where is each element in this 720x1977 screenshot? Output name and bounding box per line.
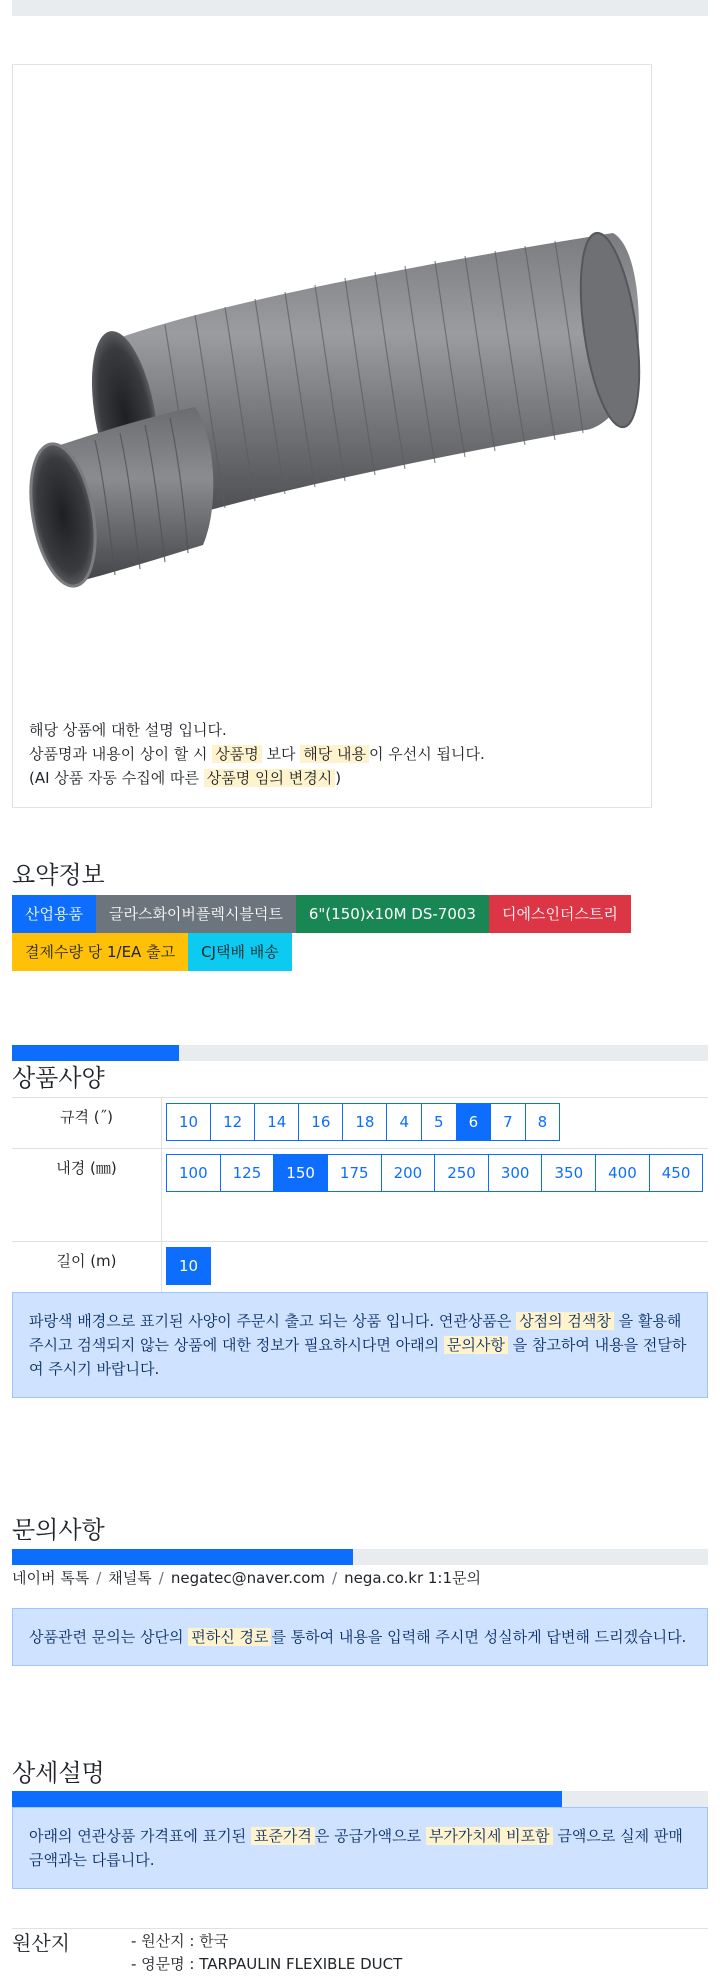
contact-links: 네이버 톡톡 / 채널톡 / negatec@naver.com / nega.co.kr 1:1문의 xyxy=(12,1569,481,1587)
option-diameter-100[interactable]: 100 xyxy=(166,1154,221,1192)
option-diameter-200[interactable]: 200 xyxy=(381,1154,436,1192)
description-line-1: 해당 상품에 대한 설명 입니다. xyxy=(29,721,227,739)
option-size-18[interactable]: 18 xyxy=(342,1103,387,1141)
spec-table xyxy=(12,1097,708,1293)
option-diameter-150-selected[interactable]: 150 xyxy=(273,1154,328,1192)
spec-title: 상품사양 xyxy=(12,1064,105,1092)
product-image xyxy=(25,215,641,595)
inquiry-title: 문의사항 xyxy=(12,1516,105,1544)
option-diameter-450[interactable]: 450 xyxy=(649,1154,704,1192)
top-progress-strip xyxy=(12,0,708,16)
contact-email[interactable]: negatec@naver.com xyxy=(170,1569,326,1587)
origin-divider xyxy=(12,1928,708,1929)
option-size-5[interactable]: 5 xyxy=(421,1103,457,1141)
origin-country: - 원산지 : 한국 xyxy=(131,1932,229,1950)
spec-options-length xyxy=(162,1242,708,1292)
highlight-vat-excluded: 부가가치세 비포함 xyxy=(426,1827,553,1845)
option-size-14[interactable]: 14 xyxy=(254,1103,299,1141)
option-diameter-400[interactable]: 400 xyxy=(595,1154,650,1192)
spec-row-inner-diameter xyxy=(12,1149,708,1242)
highlight-standard-price: 표준가격 xyxy=(251,1827,315,1845)
contact-website-inquiry[interactable]: nega.co.kr 1:1문의 xyxy=(344,1569,481,1587)
summary-badges xyxy=(12,895,712,971)
highlight-product-name: 상품명 xyxy=(212,745,261,763)
option-size-6-selected[interactable]: 6 xyxy=(456,1103,492,1141)
badge-model: 6"(150)x10M DS-7003 xyxy=(296,895,489,933)
spec-row-length xyxy=(12,1242,708,1293)
product-description xyxy=(29,718,485,790)
origin-title: 원산지 xyxy=(12,1931,70,1955)
option-diameter-300[interactable]: 300 xyxy=(488,1154,543,1192)
summary-title: 요약정보 xyxy=(12,861,105,889)
detail-notice: 아래의 연관상품 가격표에 표기된 표준가격 은 공급가액으로 부가가치세 비포함 금액으로 실제 판매금액과는 다릅니다. xyxy=(12,1807,708,1889)
option-length-10-selected[interactable]: 10 xyxy=(166,1247,211,1285)
option-size-12[interactable]: 12 xyxy=(210,1103,255,1141)
detail-title: 상세설명 xyxy=(12,1759,105,1787)
origin-details xyxy=(131,1930,402,1976)
option-size-8[interactable]: 8 xyxy=(525,1103,561,1141)
detail-progress-fill xyxy=(12,1791,562,1807)
spec-label-length: 길이 (m) xyxy=(12,1242,162,1292)
description-line-2: 상품명과 내용이 상이 할 시 상품명 보다 해당 내용 이 우선시 됩니다. xyxy=(29,745,485,763)
highlight-name-change: 상품명 임의 변경시 xyxy=(204,769,335,787)
spec-row-size xyxy=(12,1098,708,1149)
spec-progress xyxy=(12,1045,708,1061)
detail-progress xyxy=(12,1791,708,1807)
description-line-3: (AI 상품 자동 수집에 따른 상품명 임의 변경시 ) xyxy=(29,769,342,787)
option-diameter-175[interactable]: 175 xyxy=(327,1154,382,1192)
spec-label-size: 규격 (˝) xyxy=(12,1098,162,1148)
origin-english-name: - 영문명 : TARPAULIN FLEXIBLE DUCT xyxy=(131,1955,403,1973)
inquiry-notice: 상품관련 문의는 상단의 편하신 경로 를 통하여 내용을 입력해 주시면 성실하게 답변해 드리겠습니다. xyxy=(12,1608,708,1666)
spec-notice: 파랑색 배경으로 표기된 사양이 주문시 출고 되는 상품 입니다. 연관상품은 상점의 검색창 을 활용해 주시고 검색되지 않는 상품에 대한 정보가 필요하시다면 아래의 문의사항 을 참고하여 내용을 전달하여 주시기 바랍니다. xyxy=(12,1292,708,1398)
badge-shipping: CJ택배 배송 xyxy=(188,933,292,971)
option-size-16[interactable]: 16 xyxy=(298,1103,343,1141)
option-diameter-125[interactable]: 125 xyxy=(220,1154,275,1192)
contact-channel-talk[interactable]: 채널톡 xyxy=(108,1569,152,1587)
spec-options-size xyxy=(162,1098,708,1148)
highlight-inquiry: 문의사항 xyxy=(444,1336,508,1354)
badge-manufacturer: 디에스인더스트리 xyxy=(489,895,631,933)
option-size-4[interactable]: 4 xyxy=(386,1103,422,1141)
option-size-10[interactable]: 10 xyxy=(166,1103,211,1141)
highlight-convenient-route: 편하신 경로 xyxy=(188,1628,271,1646)
inquiry-progress-fill xyxy=(12,1549,353,1565)
contact-naver-talk[interactable]: 네이버 톡톡 xyxy=(12,1569,90,1587)
inquiry-progress xyxy=(12,1549,708,1565)
option-size-7[interactable]: 7 xyxy=(490,1103,526,1141)
badge-category: 산업용품 xyxy=(12,895,96,933)
option-diameter-350[interactable]: 350 xyxy=(541,1154,596,1192)
highlight-content: 해당 내용 xyxy=(300,745,369,763)
spec-options-inner-diameter xyxy=(162,1149,708,1241)
spec-label-inner-diameter: 내경 (㎜) xyxy=(12,1149,162,1241)
highlight-search-box: 상점의 검색창 xyxy=(516,1312,614,1330)
badge-quantity: 결제수량 당 1/EA 출고 xyxy=(12,933,188,971)
product-card xyxy=(12,64,652,808)
option-diameter-250[interactable]: 250 xyxy=(434,1154,489,1192)
badge-product-type: 글라스화이버플렉시블덕트 xyxy=(96,895,296,933)
